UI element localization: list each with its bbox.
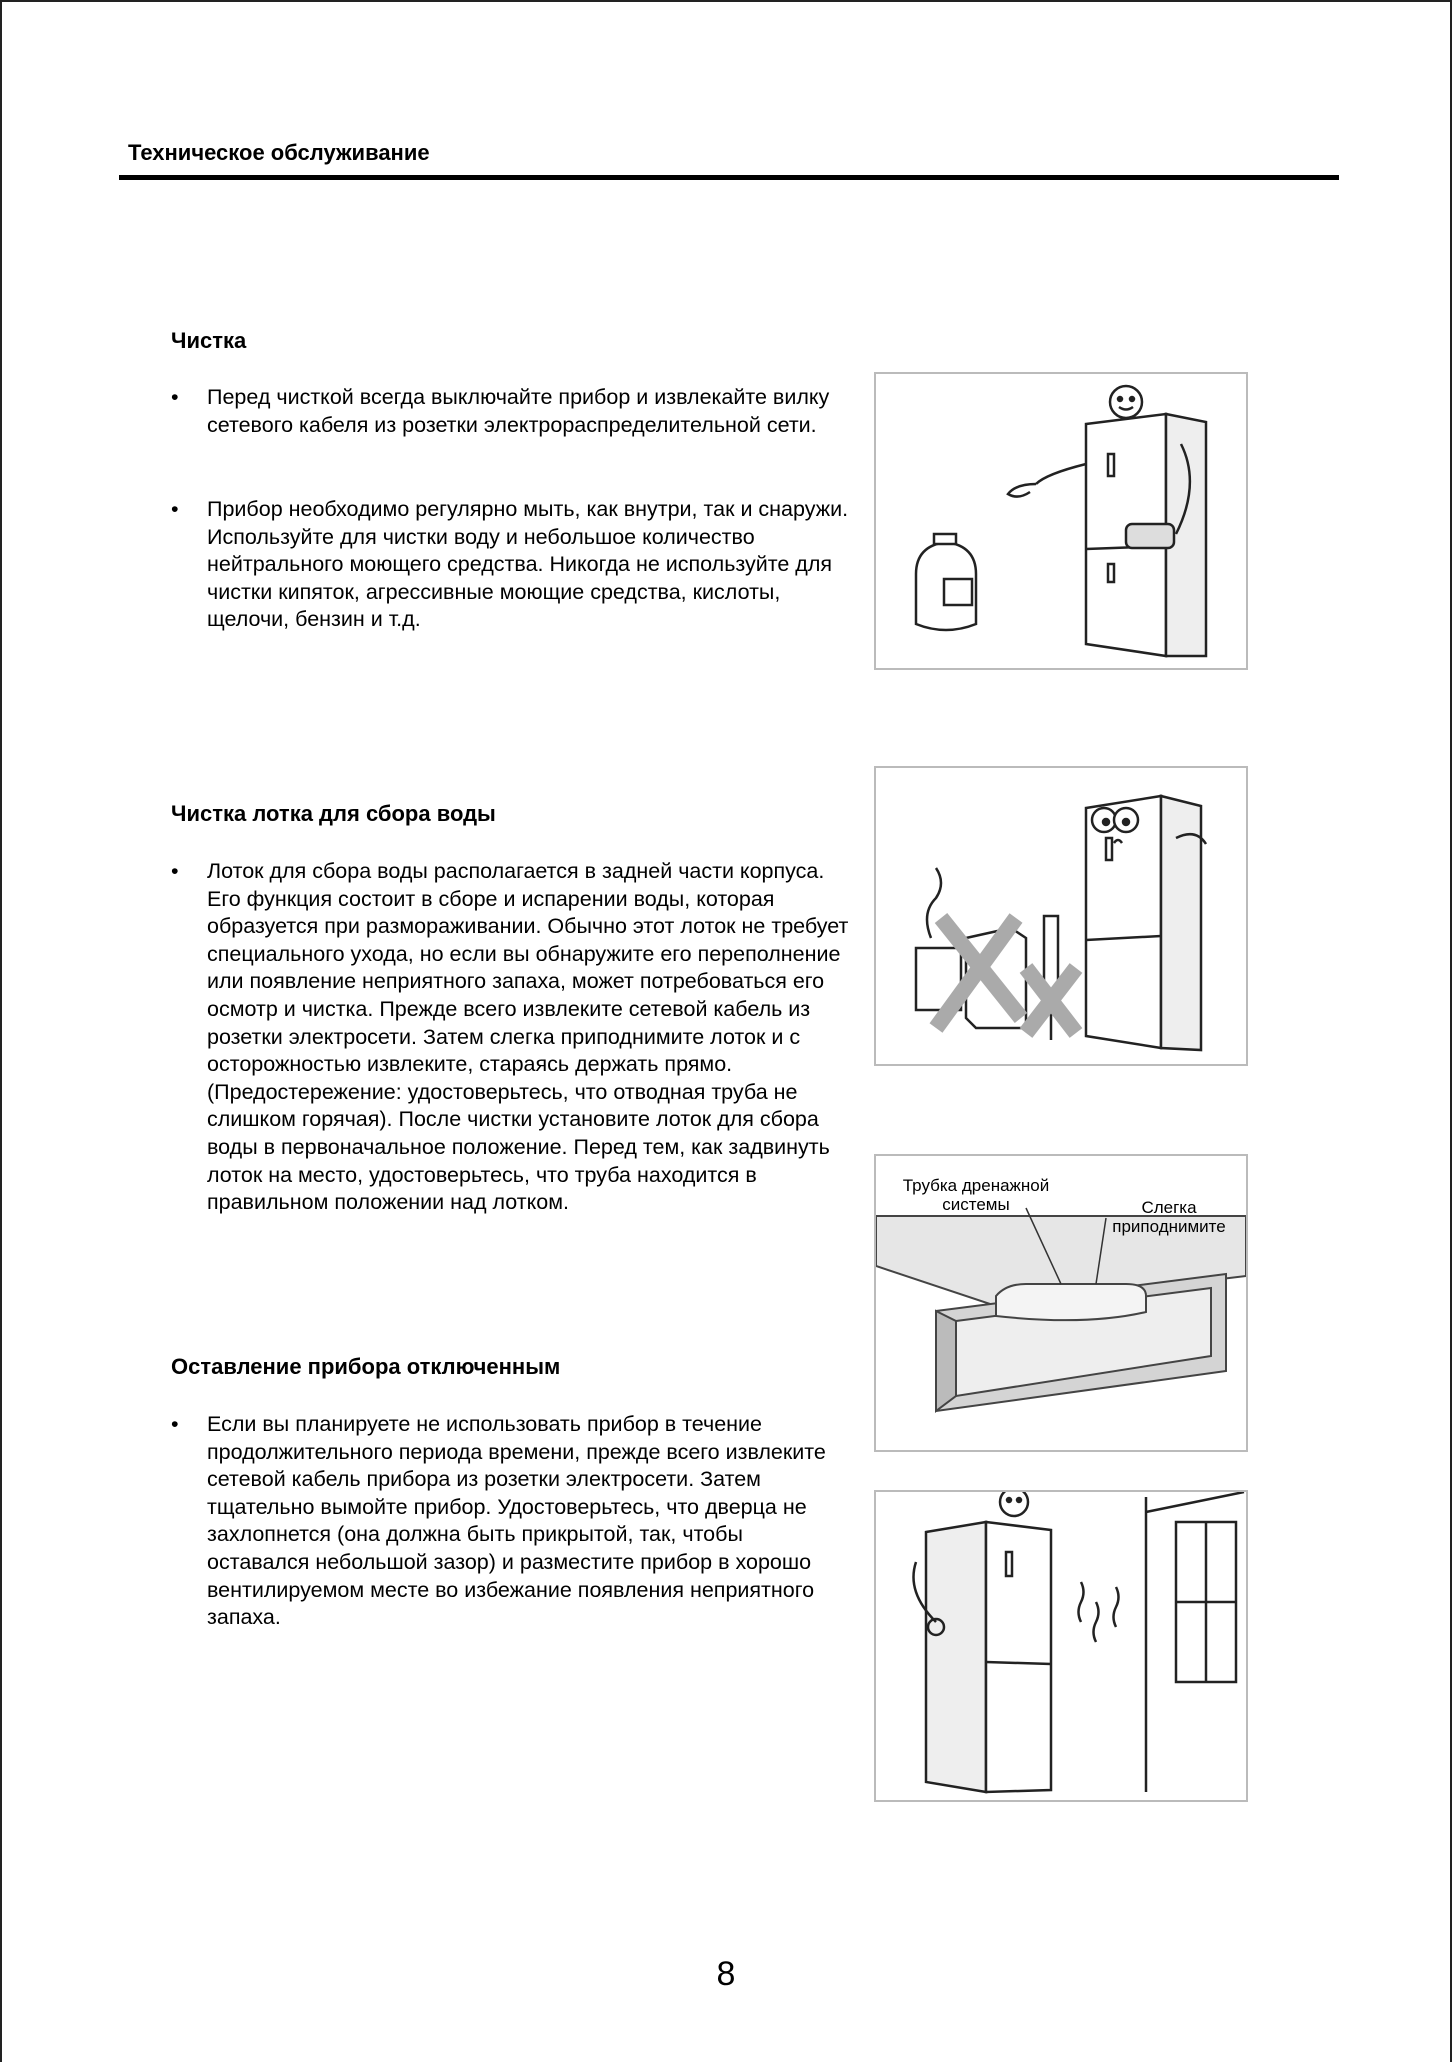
bullet-drain-tray-1 [171,858,851,1217]
no-chemicals-illustration [876,768,1246,1064]
drain-tube-label: Трубка дренажной системы [902,1176,1050,1214]
section-title-unplugged: Оставление прибора отключенным [171,1354,561,1379]
bullet-cleaning-1 [171,384,851,439]
lift-slightly-label: Слегка приподнимите [1112,1198,1226,1236]
page-header-title: Техническое обслуживание [128,140,430,165]
figure-fridge-unplugged [874,1490,1248,1802]
bullet-text: Лоток для сбора воды располагается в задней части корпуса. Его функция состоит в сборе и испарении воды, которая образуется при размораживании. Обычно этот лоток не требует специального ухода, но если вы обнаружите его переполнение или появление неприятного запаха, может потребоваться его осмотр и чистка. Прежде всего извлеките сетевой кабель из розетки электросети. Затем слегка приподнимите лоток и с осторожностью извлеките, стараясь держать прямо. (Предостережение: удостоверьтесь, что отводная труба не слишком горячая). После чистки установите лоток для сбора воды в первоначальное положение. Перед тем, как задвинуть лоток на место, удостоверьтесь, что труба находится в правильном положении над лотком. [207,859,849,1215]
bullet-dot: • [171,497,179,521]
page-border-top [0,0,1452,2]
header-rule [119,175,1339,180]
fridge-cleaning-illustration [876,374,1246,668]
bullet-dot: • [171,859,179,883]
section-title-drain-tray: Чистка лотка для сбора воды [171,801,496,826]
bullet-dot: • [171,385,179,409]
bullet-unplugged-1 [171,1411,851,1632]
figure-drain-tray [874,1154,1248,1452]
figure-fridge-cleaning [874,372,1248,670]
page-border-left [0,0,2,2062]
bullet-text: Прибор необходимо регулярно мыть, как внутри, так и снаружи. Используйте для чистки воду и небольшое количество нейтрального моющего средства. Никогда не используйте для чистки кипяток, агрессивные моющие средства, кислоты, щелочи, бензин и т.д. [207,497,849,632]
open-fridge-illustration [876,1492,1246,1800]
section-title-cleaning: Чистка [171,328,247,353]
page-number: 8 [716,1955,736,1993]
bullet-dot: • [171,1412,179,1436]
figure-no-harsh-chemicals [874,766,1248,1066]
bullet-cleaning-2 [171,496,851,634]
bullet-text: Если вы планируете не использовать прибор в течение продолжительного периода времени, прежде всего извлеките сетевой кабель прибора из розетки электросети. Затем тщательно вымойте прибор. Удостоверьтесь, что дверца не захлопнется (она должна быть прикрытой, так, чтобы оставался небольшой зазор) и разместите прибор в хорошо вентилируемом месте во избежание появления неприятного запаха. [207,1412,826,1630]
bullet-text: Перед чисткой всегда выключайте прибор и извлекайте вилку сетевого кабеля из розетки электрораспределительной сети. [207,385,830,437]
